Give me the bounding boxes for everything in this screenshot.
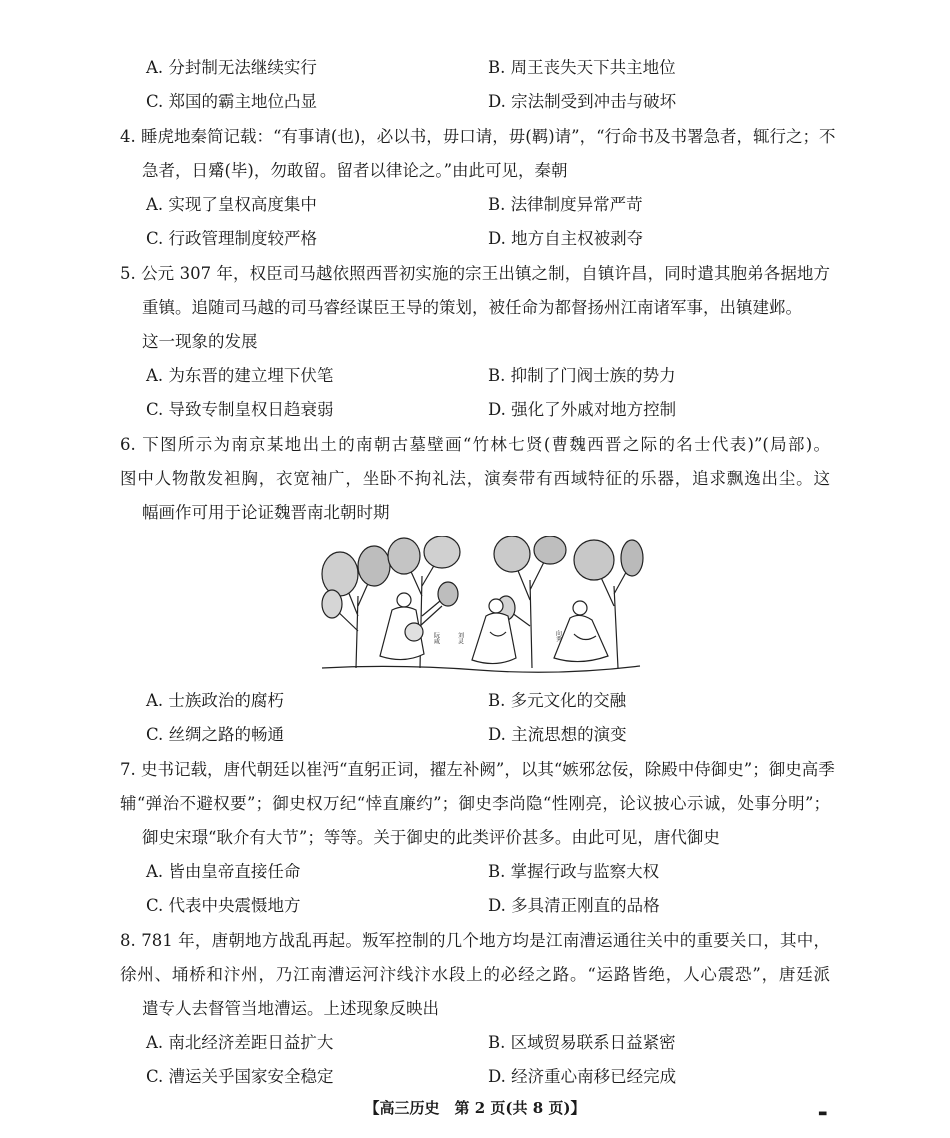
q7-option-d: D. 多具清正刚直的品格	[488, 896, 660, 915]
q8-option-a: A. 南北经济差距日益扩大	[146, 1033, 334, 1052]
q8-stem-line-3: 遣专人去督管当地漕运。上述现象反映出	[142, 999, 439, 1018]
q8-option-c: C. 漕运关乎国家安全稳定	[146, 1067, 334, 1086]
q7-option-a: A. 皆由皇帝直接任命	[146, 862, 301, 881]
q5-option-b: B. 抑制了门阀士族的势力	[488, 366, 676, 385]
q5-stem-line-3: 这一现象的发展	[142, 332, 258, 351]
q7-stem-line-2: 辅“弹治不避权要”；御史权万纪“悻直廉约”；御史李尚隐“性刚亮，论议披心示诚，处事分明”；	[120, 794, 830, 813]
page-footer: 【高三历史 第 2 页(共 8 页)】	[364, 1099, 586, 1117]
q6-option-b: B. 多元文化的交融	[488, 691, 627, 710]
q3-option-b: B. 周王丧失天下共主地位	[488, 58, 676, 77]
q5-option-a: A. 为东晋的建立埋下伏笔	[146, 366, 334, 385]
corner-mark: ▬	[818, 1108, 828, 1119]
figure-label-3: 向秀	[554, 630, 562, 642]
q4-option-d: D. 地方自主权被剥夺	[488, 229, 644, 248]
q4-stem-line-2: 急者，日觱(毕)，勿敢留。留者以律论之。”由此可见，秦朝	[142, 161, 568, 180]
q7-option-c: C. 代表中央震慑地方	[146, 896, 301, 915]
q6-option-c: C. 丝绸之路的畅通	[146, 725, 285, 744]
q6-stem-line-3: 幅画作可用于论证魏晋南北朝时期	[142, 503, 390, 522]
q4-stem-line-1: 4. 睡虎地秦简记载：“有事请(也)，必以书，毋口请，毋(羁)请”，“行命书及书署急者，辄行之；不	[120, 127, 836, 146]
q8-option-b: B. 区域贸易联系日益紧密	[488, 1033, 676, 1052]
q7-option-b: B. 掌握行政与监察大权	[488, 862, 660, 881]
q8-option-d: D. 经济重心南移已经完成	[488, 1067, 677, 1086]
q6-option-a: A. 士族政治的腐朽	[146, 691, 284, 710]
figure-label-2: 刘灵	[456, 632, 464, 644]
q8-stem-line-2: 徐州、埇桥和汴州，乃江南漕运河汴线汴水段上的必经之路。“运路皆绝，人心震恐”，唐廷派	[120, 965, 830, 984]
q4-option-b: B. 法律制度异常严苛	[488, 195, 643, 214]
q5-stem-line-2: 重镇。追随司马越的司马睿经谋臣王导的策划，被任命为都督扬州江南诸军事，出镇建邺。	[142, 298, 802, 317]
figure-label-1: 阮咸	[432, 632, 440, 644]
q7-stem-line-3: 御史宋璟“耿介有大节”；等等。关于御史的此类评价甚多。由此可见，唐代御史	[142, 828, 720, 847]
q6-stem-line-1: 6. 下图所示为南京某地出土的南朝古墓壁画“竹林七贤(曹魏西晋之际的名士代表)”(局部)。	[120, 435, 830, 454]
q4-option-a: A. 实现了皇权高度集中	[146, 195, 317, 214]
q4-option-c: C. 行政管理制度较严格	[146, 229, 318, 248]
q8-stem-line-1: 8. 781 年，唐朝地方战乱再起。叛军控制的几个地方均是江南漕运通往关中的重要关口，其中，	[120, 931, 830, 950]
q5-option-c: C. 导致专制皇权日趋衰弱	[146, 400, 334, 419]
q6-stem-line-2: 图中人物散发袒胸，衣宽袖广，坐卧不拘礼法，演奏带有西域特征的乐器，追求飘逸出尘。这	[120, 469, 830, 488]
q6-option-d: D. 主流思想的演变	[488, 725, 627, 744]
q3-option-c: C. 郑国的霸主地位凸显	[146, 92, 318, 111]
q3-option-d: D. 宗法制受到冲击与破坏	[488, 92, 677, 111]
bamboo-grove-mural-figure	[318, 536, 644, 678]
q7-stem-line-1: 7. 史书记载，唐代朝廷以崔沔“直躬正词，擢左补阙”，以其“嫉邪忿佞，除殿中侍御史”；御史高季	[120, 760, 835, 779]
q3-option-a: A. 分封制无法继续实行	[146, 58, 317, 77]
q5-option-d: D. 强化了外戚对地方控制	[488, 400, 677, 419]
q5-stem-line-1: 5. 公元 307 年，权臣司马越依照西晋初实施的宗王出镇之制，自镇许昌，同时遣其胞弟各据地方	[120, 264, 830, 283]
